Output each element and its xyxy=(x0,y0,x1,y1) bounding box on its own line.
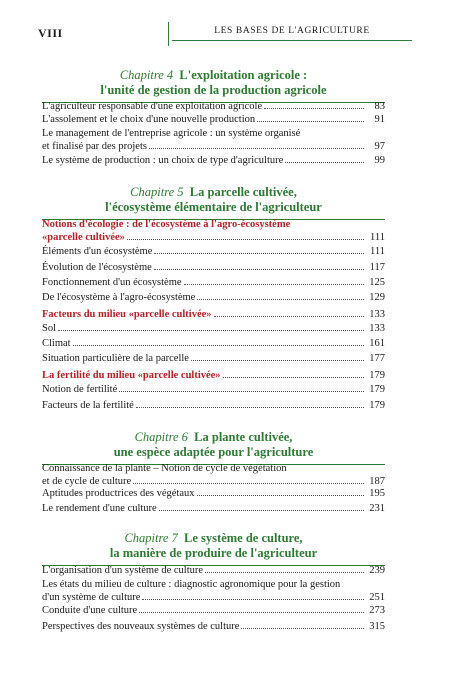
chapter-number: Chapitre 7 xyxy=(124,531,178,545)
toc-entry[interactable] xyxy=(42,620,385,633)
toc-section-entry[interactable] xyxy=(42,369,385,382)
entry-title: Notion de fertilité xyxy=(42,384,118,395)
entry-title: Conduite d'une culture xyxy=(42,605,138,616)
chapter-title-line xyxy=(42,68,385,83)
entry-title: Notions d'écologie : de l'écosystème à l'agro-écosystème xyxy=(42,219,291,230)
toc-entry[interactable] xyxy=(42,352,385,365)
entry-page-number: 133 xyxy=(369,309,385,320)
entry-page-number: 273 xyxy=(369,605,385,616)
entry-title: L'assolement et le choix d'une nouvelle production xyxy=(42,114,256,125)
dot-leader xyxy=(197,299,364,300)
entry-title: Perspectives des nouveaux systèmes de culture xyxy=(42,621,240,632)
entry-title: Sol xyxy=(42,323,57,334)
dot-leader xyxy=(241,628,364,629)
entry-title: Le management de l'entreprise agricole : un système organisé xyxy=(42,128,301,139)
entry-title: Fonctionnement d'un écosystème xyxy=(42,277,182,288)
entry-page-number: 239 xyxy=(369,565,385,576)
entry-title: Éléments d'un écosystème xyxy=(42,246,153,257)
toc-entry[interactable] xyxy=(42,100,385,113)
dot-leader xyxy=(136,407,364,408)
entry-title: Aptitudes productrices des végétaux xyxy=(42,488,195,499)
chapter-title: L'exploitation agricole : xyxy=(179,68,308,82)
toc-section-entry[interactable] xyxy=(42,308,385,321)
entry-title: «parcelle cultivée» xyxy=(42,232,125,243)
dot-leader xyxy=(154,253,364,254)
toc-entry[interactable] xyxy=(42,261,385,274)
chapter-number: Chapitre 5 xyxy=(130,185,184,199)
toc-entry[interactable] xyxy=(42,276,385,289)
chapter-number: Chapitre 6 xyxy=(134,430,188,444)
chapter-subtitle: la manière de produire de l'agriculteur xyxy=(109,546,318,560)
dot-leader xyxy=(205,572,364,573)
toc-entry[interactable] xyxy=(42,383,385,396)
entry-title: Facteurs du milieu «parcelle cultivée» xyxy=(42,309,212,320)
chapter-title: La parcelle cultivée, xyxy=(189,185,297,199)
entry-page-number: 251 xyxy=(369,592,385,603)
dot-leader xyxy=(119,391,364,392)
dot-leader xyxy=(214,316,364,317)
chapter-heading xyxy=(42,531,385,566)
chapter-heading xyxy=(42,68,385,103)
entry-title: d'un système de culture xyxy=(42,592,141,603)
dot-leader xyxy=(154,269,364,270)
entry-page-number: 179 xyxy=(369,400,385,411)
entry-page-number: 231 xyxy=(369,503,385,514)
dot-leader xyxy=(127,239,364,240)
entry-page-number: 111 xyxy=(370,246,385,257)
entry-page-number: 91 xyxy=(374,114,385,125)
entry-page-number: 133 xyxy=(369,323,385,334)
entry-page-number: 315 xyxy=(369,621,385,632)
entry-title: Le rendement d'une culture xyxy=(42,503,157,514)
dot-leader xyxy=(197,495,365,496)
entry-page-number: 125 xyxy=(369,277,385,288)
dot-leader xyxy=(184,284,364,285)
entry-title: Connaissance de la plante – Notion de cycle de végétation xyxy=(42,463,287,474)
entry-page-number: 97 xyxy=(374,141,385,152)
entry-page-number: 161 xyxy=(369,338,385,349)
dot-leader xyxy=(257,121,364,122)
entry-title: Facteurs de la fertilité xyxy=(42,400,134,411)
dot-leader xyxy=(139,612,364,613)
toc-entry[interactable] xyxy=(42,604,385,617)
entry-title: De l'écosystème à l'agro-écosystème xyxy=(42,292,196,303)
toc-entry[interactable] xyxy=(42,502,385,515)
toc-entry[interactable] xyxy=(42,462,385,488)
toc-entry[interactable] xyxy=(42,322,385,335)
entry-page-number: 187 xyxy=(369,476,385,487)
chapter-subtitle: l'écosystème élémentaire de l'agriculteur xyxy=(105,200,322,214)
entry-page-number: 195 xyxy=(369,488,385,499)
toc-entry[interactable] xyxy=(42,487,385,500)
chapter-number: Chapitre 4 xyxy=(119,68,174,82)
entry-title: et de cycle de culture xyxy=(42,476,132,487)
entry-page-number: 111 xyxy=(370,232,385,243)
chapter-title: Le système de culture, xyxy=(184,531,303,545)
dot-leader xyxy=(223,377,364,378)
dot-leader xyxy=(142,599,364,600)
chapter-title-line xyxy=(42,185,385,200)
entry-page-number: 117 xyxy=(369,262,385,273)
dot-leader xyxy=(285,162,364,163)
dot-leader xyxy=(73,345,364,346)
page-number: VIII xyxy=(38,26,63,40)
entry-title: Climat xyxy=(42,338,71,349)
dot-leader xyxy=(58,330,364,331)
toc-entry[interactable] xyxy=(42,113,385,126)
dot-leader xyxy=(133,483,364,484)
entry-title: L'agriculteur responsable d'une exploitation agricole xyxy=(42,101,263,112)
chapter-title: La plante cultivée, xyxy=(194,430,293,444)
toc-entry[interactable] xyxy=(42,564,385,577)
header-divider xyxy=(168,22,169,46)
chapter-title-line xyxy=(42,430,385,445)
entry-page-number: 83 xyxy=(374,101,385,112)
chapter-subtitle: une espèce adaptée pour l'agriculture xyxy=(113,445,314,459)
toc-entry[interactable] xyxy=(42,127,385,153)
dot-leader xyxy=(191,360,364,361)
dot-leader xyxy=(264,108,364,109)
entry-title: La fertilité du milieu «parcelle cultivée» xyxy=(42,370,221,381)
dot-leader xyxy=(159,510,364,511)
entry-page-number: 99 xyxy=(374,155,385,166)
entry-page-number: 177 xyxy=(369,353,385,364)
entry-page-number: 129 xyxy=(369,292,385,303)
chapter-heading xyxy=(42,185,385,220)
entry-title: L'organisation d'un système de culture xyxy=(42,565,204,576)
toc-entry[interactable] xyxy=(42,245,385,258)
entry-title: et finalisé par des projets xyxy=(42,141,147,152)
running-title: LES BASES DE L'AGRICULTURE xyxy=(172,22,412,41)
chapter-subtitle: l'unité de gestion de la production agricole xyxy=(100,83,327,97)
toc-entry[interactable] xyxy=(42,578,385,604)
toc-entry[interactable] xyxy=(42,337,385,350)
entry-title: Situation particulière de la parcelle xyxy=(42,353,189,364)
entry-title: Le système de production : un choix de type d'agriculture xyxy=(42,155,284,166)
dot-leader xyxy=(149,148,364,149)
chapter-heading xyxy=(42,430,385,465)
toc-entry[interactable] xyxy=(42,399,385,412)
toc-section-entry[interactable] xyxy=(42,218,385,244)
toc-entry[interactable] xyxy=(42,154,385,167)
toc-entry[interactable] xyxy=(42,291,385,304)
chapter-title-line xyxy=(42,531,385,546)
entry-title: Les états du milieu de culture : diagnostic agronomique pour la gestion xyxy=(42,579,341,590)
entry-page-number: 179 xyxy=(369,384,385,395)
page-header xyxy=(38,22,412,46)
entry-page-number: 179 xyxy=(369,370,385,381)
entry-title: Évolution de l'écosystème xyxy=(42,262,152,273)
